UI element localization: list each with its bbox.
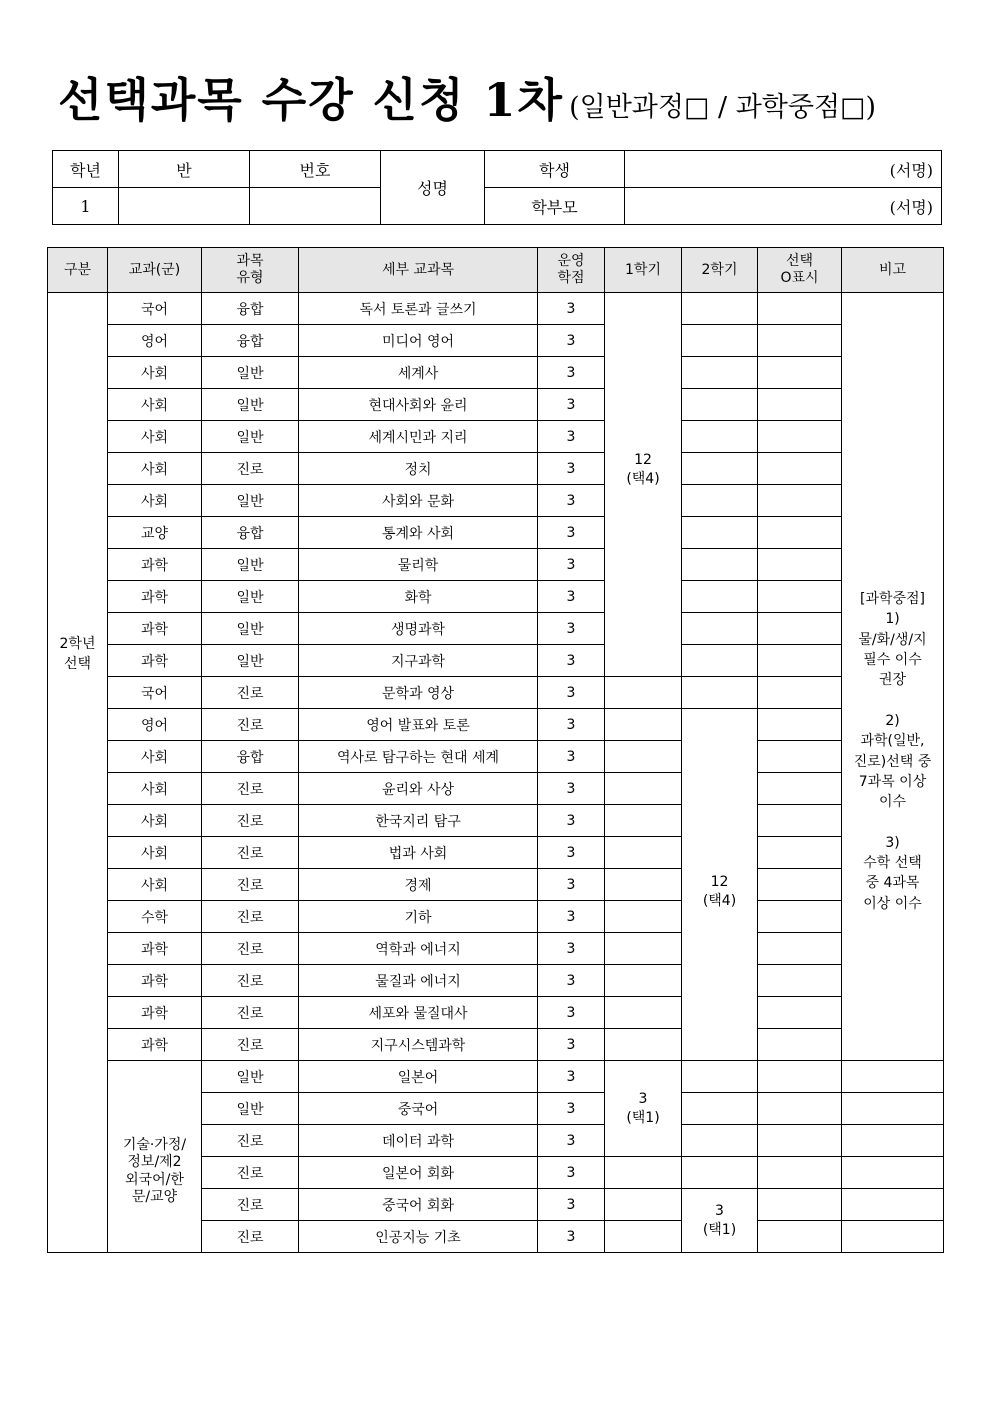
header-note: 비고 [842, 248, 944, 293]
note-empty-cell [842, 1093, 944, 1125]
select-mark-field[interactable] [758, 389, 842, 421]
table-row [48, 837, 944, 869]
course-name-cell: 데이터 과학 [299, 1125, 538, 1157]
sem2-empty-cell [682, 549, 758, 581]
number-label: 번호 [250, 151, 381, 188]
note-empty-cell [842, 1061, 944, 1093]
course-name-cell: 인공지능 기초 [299, 1221, 538, 1253]
course-name-cell: 지구과학 [299, 645, 538, 677]
select-mark-field[interactable] [758, 645, 842, 677]
course-type-cell: 진로 [202, 933, 299, 965]
note-empty-cell [842, 1189, 944, 1221]
course-name-cell: 물리학 [299, 549, 538, 581]
sem1-choice-block-2: 3 (택1) [605, 1061, 682, 1157]
course-name-cell: 화학 [299, 581, 538, 613]
course-name-cell: 지구시스템과학 [299, 1029, 538, 1061]
course-type-cell: 일반 [202, 581, 299, 613]
select-mark-field[interactable] [758, 325, 842, 357]
subject-group-cell: 과학 [108, 549, 202, 581]
header-gubun: 구분 [48, 248, 108, 293]
table-row [48, 325, 944, 357]
course-name-cell: 중국어 [299, 1093, 538, 1125]
credits-cell: 3 [538, 1093, 605, 1125]
table-row [48, 453, 944, 485]
select-mark-field[interactable] [758, 933, 842, 965]
credits-cell: 3 [538, 453, 605, 485]
course-name-cell: 일본어 [299, 1061, 538, 1093]
select-mark-field[interactable] [758, 965, 842, 997]
select-mark-field[interactable] [758, 741, 842, 773]
note-empty-cell [842, 1221, 944, 1253]
course-type-cell: 진로 [202, 677, 299, 709]
course-name-cell: 생명과학 [299, 613, 538, 645]
subject-group-cell: 국어 [108, 677, 202, 709]
parent-label: 학부모 [485, 188, 625, 225]
select-mark-field[interactable] [758, 805, 842, 837]
sem2-empty-cell [682, 1125, 758, 1157]
credits-cell: 3 [538, 549, 605, 581]
sem2-empty-cell [682, 293, 758, 325]
select-mark-field[interactable] [758, 997, 842, 1029]
course-name-cell: 세계시민과 지리 [299, 421, 538, 453]
select-mark-field[interactable] [758, 421, 842, 453]
note-empty-cell [842, 1157, 944, 1189]
sem2-empty-cell [682, 389, 758, 421]
credits-cell: 3 [538, 1221, 605, 1253]
course-type-cell: 진로 [202, 869, 299, 901]
table-row [48, 389, 944, 421]
sem1-choice-block: 12 (택4) [605, 293, 682, 677]
credits-cell: 3 [538, 645, 605, 677]
table-row [48, 709, 944, 741]
table-row [48, 869, 944, 901]
select-mark-field[interactable] [758, 357, 842, 389]
sem1-empty-cell [605, 741, 682, 773]
subject-group-cell: 교양 [108, 517, 202, 549]
table-row [48, 933, 944, 965]
credits-cell: 3 [538, 1125, 605, 1157]
select-mark-field[interactable] [758, 677, 842, 709]
course-type-cell: 융합 [202, 293, 299, 325]
credits-cell: 3 [538, 485, 605, 517]
table-row [48, 485, 944, 517]
title-sub: (일반과정□ / 과학중점□) [569, 92, 877, 123]
note-empty-cell [842, 1125, 944, 1157]
course-name-cell: 일본어 회화 [299, 1157, 538, 1189]
course-type-cell: 일반 [202, 645, 299, 677]
course-type-cell: 일반 [202, 485, 299, 517]
table-row [48, 1061, 944, 1093]
credits-cell: 3 [538, 837, 605, 869]
table-row [48, 965, 944, 997]
select-mark-field[interactable] [758, 613, 842, 645]
course-type-cell: 진로 [202, 805, 299, 837]
select-mark-field[interactable] [758, 581, 842, 613]
subject-group-cell: 과학 [108, 997, 202, 1029]
select-mark-field[interactable] [758, 1029, 842, 1061]
subject-group-cell: 사회 [108, 837, 202, 869]
subject-group-cell: 과학 [108, 613, 202, 645]
select-mark-field[interactable] [758, 1221, 842, 1253]
table-row [48, 773, 944, 805]
course-type-cell: 진로 [202, 1221, 299, 1253]
sem2-choice-block: 12 (택4) [682, 709, 758, 1061]
subject-group-cell: 사회 [108, 421, 202, 453]
header-credits: 운영 학점 [538, 248, 605, 293]
sem1-empty-cell [605, 1157, 682, 1189]
credits-cell: 3 [538, 357, 605, 389]
sem1-empty-cell [605, 901, 682, 933]
sem1-empty-cell [605, 773, 682, 805]
course-type-cell: 융합 [202, 517, 299, 549]
select-mark-field[interactable] [758, 869, 842, 901]
credits-cell: 3 [538, 1189, 605, 1221]
course-type-cell: 진로 [202, 709, 299, 741]
table-row [48, 357, 944, 389]
note-cell: [과학중점] 1) 물/화/생/지 필수 이수 권장 2) 과학(일반, 진로)선택 중 7과목 이상 이수 3) 수학 선택 중 4과목 이상 이수 [842, 293, 944, 1061]
table-row [48, 421, 944, 453]
select-mark-field[interactable] [758, 1061, 842, 1093]
sem2-empty-cell [682, 645, 758, 677]
sem2-empty-cell [682, 1061, 758, 1093]
credits-cell: 3 [538, 901, 605, 933]
course-selection-table [47, 247, 944, 1253]
sem1-empty-cell [605, 933, 682, 965]
credits-cell: 3 [538, 997, 605, 1029]
subject-group-cell: 과학 [108, 581, 202, 613]
header-subject-group: 교과(군) [108, 248, 202, 293]
credits-cell: 3 [538, 389, 605, 421]
course-type-cell: 일반 [202, 357, 299, 389]
sem2-empty-cell [682, 485, 758, 517]
gubun-cell: 2학년 선택 [48, 293, 108, 1253]
table-row [48, 293, 944, 325]
select-mark-field[interactable] [758, 773, 842, 805]
subject-group-cell: 과학 [108, 1029, 202, 1061]
title-main: 선택과목 수강 신청 1차 [58, 73, 564, 127]
header-sem2: 2학기 [682, 248, 758, 293]
sem1-empty-cell [605, 1221, 682, 1253]
select-mark-field[interactable] [758, 1093, 842, 1125]
sem2-empty-cell [682, 453, 758, 485]
credits-cell: 3 [538, 1157, 605, 1189]
course-name-cell: 정치 [299, 453, 538, 485]
class-field[interactable] [119, 188, 250, 225]
course-type-cell: 진로 [202, 1125, 299, 1157]
select-mark-field[interactable] [758, 901, 842, 933]
subject-group-cell: 사회 [108, 741, 202, 773]
course-type-cell: 융합 [202, 325, 299, 357]
course-name-cell: 사회와 문화 [299, 485, 538, 517]
credits-cell: 3 [538, 421, 605, 453]
table-row [48, 741, 944, 773]
course-type-cell: 진로 [202, 453, 299, 485]
subject-group-cell: 사회 [108, 773, 202, 805]
course-name-cell: 기하 [299, 901, 538, 933]
sem2-empty-cell [682, 581, 758, 613]
select-mark-field[interactable] [758, 293, 842, 325]
subject-group-cell: 영어 [108, 709, 202, 741]
select-mark-field[interactable] [758, 837, 842, 869]
table-row [48, 581, 944, 613]
student-sign-field[interactable]: (서명) [625, 151, 942, 188]
credits-cell: 3 [538, 965, 605, 997]
subject-group-cell: 사회 [108, 869, 202, 901]
subject-group-cell: 사회 [108, 357, 202, 389]
select-mark-field[interactable] [758, 709, 842, 741]
course-type-cell: 진로 [202, 1157, 299, 1189]
student-label: 학생 [485, 151, 625, 188]
credits-cell: 3 [538, 1061, 605, 1093]
credits-cell: 3 [538, 325, 605, 357]
credits-cell: 3 [538, 741, 605, 773]
credits-cell: 3 [538, 709, 605, 741]
sem1-empty-cell [605, 709, 682, 741]
course-type-cell: 진로 [202, 1189, 299, 1221]
course-name-cell: 법과 사회 [299, 837, 538, 869]
student-info-table [52, 150, 942, 225]
subject-group-cell: 국어 [108, 293, 202, 325]
table-row [48, 805, 944, 837]
course-name-cell: 세계사 [299, 357, 538, 389]
subject-group-cell: 과학 [108, 645, 202, 677]
table-row [48, 549, 944, 581]
sem1-empty-cell [605, 1189, 682, 1221]
sem1-empty-cell [605, 997, 682, 1029]
course-type-cell: 진로 [202, 837, 299, 869]
credits-cell: 3 [538, 869, 605, 901]
sem1-empty-cell [605, 869, 682, 901]
sem1-empty-cell [605, 837, 682, 869]
select-mark-field[interactable] [758, 549, 842, 581]
sem2-empty-cell [682, 517, 758, 549]
sem2-empty-cell [682, 325, 758, 357]
select-mark-field[interactable] [758, 1125, 842, 1157]
sem2-choice-block-2: 3 (택1) [682, 1189, 758, 1253]
subject-group-cell: 수학 [108, 901, 202, 933]
course-name-cell: 미디어 영어 [299, 325, 538, 357]
sem2-empty-cell [682, 357, 758, 389]
table-row [48, 645, 944, 677]
sem2-empty-cell [682, 613, 758, 645]
select-mark-field[interactable] [758, 1157, 842, 1189]
course-name-cell: 세포와 물질대사 [299, 997, 538, 1029]
select-mark-field[interactable] [758, 1189, 842, 1221]
course-type-cell: 일반 [202, 1061, 299, 1093]
header-sem1: 1학기 [605, 248, 682, 293]
subject-group-merged: 기술·가정/ 정보/제2 외국어/한 문/교양 [108, 1061, 202, 1253]
credits-cell: 3 [538, 293, 605, 325]
sem1-empty-cell [605, 1029, 682, 1061]
credits-cell: 3 [538, 517, 605, 549]
credits-cell: 3 [538, 773, 605, 805]
subject-group-cell: 사회 [108, 805, 202, 837]
select-mark-field[interactable] [758, 485, 842, 517]
course-type-cell: 일반 [202, 549, 299, 581]
credits-cell: 3 [538, 933, 605, 965]
course-name-cell: 한국지리 탐구 [299, 805, 538, 837]
grade-value[interactable]: 1 [53, 188, 119, 225]
subject-group-cell: 사회 [108, 389, 202, 421]
course-type-cell: 융합 [202, 741, 299, 773]
subject-group-cell: 과학 [108, 933, 202, 965]
credits-cell: 3 [538, 1029, 605, 1061]
subject-group-cell: 사회 [108, 485, 202, 517]
course-name-cell: 문학과 영상 [299, 677, 538, 709]
course-name-cell: 역학과 에너지 [299, 933, 538, 965]
course-type-cell: 일반 [202, 613, 299, 645]
sem2-empty-cell [682, 1157, 758, 1189]
sem2-empty-cell [682, 421, 758, 453]
grade-label: 학년 [53, 151, 119, 188]
name-label: 성명 [381, 151, 485, 225]
select-mark-field[interactable] [758, 517, 842, 549]
course-type-cell: 진로 [202, 965, 299, 997]
credits-cell: 3 [538, 581, 605, 613]
course-name-cell: 영어 발표와 토론 [299, 709, 538, 741]
course-type-cell: 진로 [202, 901, 299, 933]
table-row [48, 901, 944, 933]
subject-group-cell: 영어 [108, 325, 202, 357]
course-type-cell: 진로 [202, 997, 299, 1029]
sem1-empty-cell [605, 677, 682, 709]
header-type: 과목 유형 [202, 248, 299, 293]
table-row [48, 677, 944, 709]
number-field[interactable] [250, 188, 381, 225]
subject-group-cell: 사회 [108, 453, 202, 485]
course-type-cell: 일반 [202, 1093, 299, 1125]
course-name-cell: 경제 [299, 869, 538, 901]
course-name-cell: 물질과 에너지 [299, 965, 538, 997]
credits-cell: 3 [538, 805, 605, 837]
course-type-cell: 진로 [202, 773, 299, 805]
course-name-cell: 독서 토론과 글쓰기 [299, 293, 538, 325]
sem1-empty-cell [605, 805, 682, 837]
course-type-cell: 진로 [202, 1029, 299, 1061]
credits-cell: 3 [538, 677, 605, 709]
header-course: 세부 교과목 [299, 248, 538, 293]
table-row [48, 1029, 944, 1061]
sem1-empty-cell [605, 965, 682, 997]
course-name-cell: 중국어 회화 [299, 1189, 538, 1221]
table-row [48, 613, 944, 645]
course-name-cell: 역사로 탐구하는 현대 세계 [299, 741, 538, 773]
select-mark-field[interactable] [758, 453, 842, 485]
page-title [58, 64, 876, 134]
table-row [48, 517, 944, 549]
header-select: 선택 O표시 [758, 248, 842, 293]
course-name-cell: 현대사회와 윤리 [299, 389, 538, 421]
parent-sign-field[interactable]: (서명) [625, 188, 942, 225]
course-type-cell: 일반 [202, 421, 299, 453]
course-name-cell: 통계와 사회 [299, 517, 538, 549]
subject-group-cell: 과학 [108, 965, 202, 997]
course-name-cell: 윤리와 사상 [299, 773, 538, 805]
sem2-empty-cell [682, 1093, 758, 1125]
class-label: 반 [119, 151, 250, 188]
sem2-empty-cell [682, 677, 758, 709]
course-type-cell: 일반 [202, 389, 299, 421]
table-row [48, 997, 944, 1029]
credits-cell: 3 [538, 613, 605, 645]
header-row [48, 248, 944, 293]
